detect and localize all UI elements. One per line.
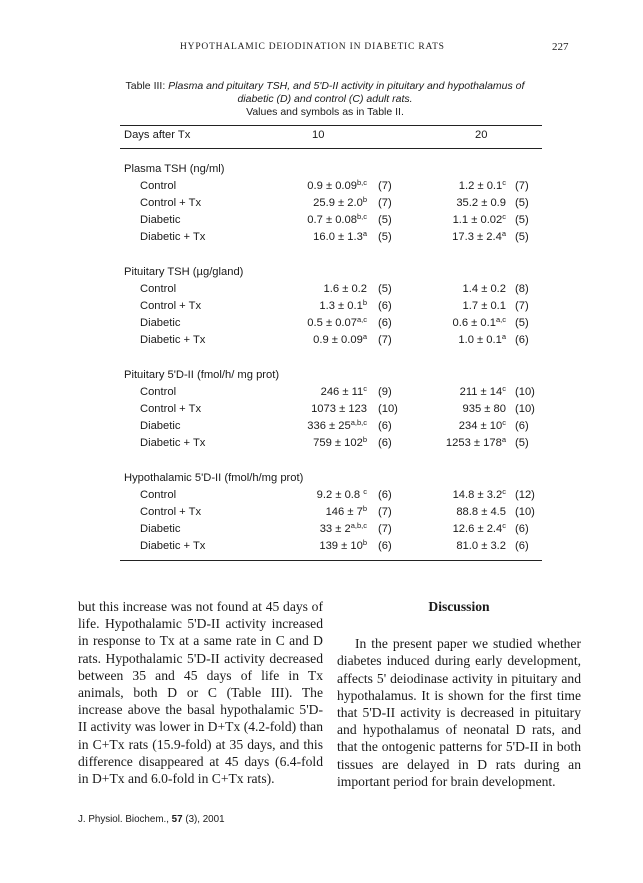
cell-value: 1.4 ± 0.2: [462, 283, 506, 295]
body-column-right: [337, 598, 581, 790]
discussion-paragraph: In the present paper we studied whether diabetes induced during early development, affects 5' deiodinase activity in pituitary and hypothalamus. It is shown for the first time that 5'D-II activity is decreased in pituitary and hypothalamus of neonatal D rats, and that the ontogenic patterns for 5'D-II in both tissues are delayed in D rats during an important period for brain development.: [337, 636, 581, 789]
cell-day20-value: [366, 420, 506, 432]
significance-mark: b,c: [356, 212, 367, 221]
cell-value: 14.8 ± 3.2: [452, 489, 503, 501]
cell-day10-value: [227, 489, 367, 501]
cell-day10-value: [227, 231, 367, 243]
cell-day20-n: (6): [515, 420, 529, 432]
cell-value: 1253 ± 178: [445, 437, 502, 449]
footer-volume: 57: [171, 814, 183, 825]
cell-day20-value: [366, 437, 506, 449]
significance-mark: c: [502, 384, 506, 393]
cell-day20-value: [366, 283, 506, 295]
cell-value: 1.7 ± 0.1: [462, 300, 506, 312]
cell-value: 17.3 ± 2.4: [452, 231, 502, 243]
section-title: Pituitary TSH (µg/gland): [124, 266, 244, 278]
cell-value: 0.7 ± 0.08: [307, 214, 357, 226]
cell-day10-value: [227, 540, 367, 552]
row-label: Diabetic: [140, 420, 181, 432]
cell-value: 1.6 ± 0.2: [323, 283, 367, 295]
row-label: Diabetic + Tx: [140, 334, 206, 346]
cell-day10-n: (7): [378, 180, 392, 192]
cell-day10-n: (6): [378, 300, 392, 312]
significance-mark: a: [362, 332, 367, 341]
section-heading-discussion: Discussion: [428, 599, 490, 614]
footer-issue-year: (3), 2001: [185, 814, 225, 825]
row-label: Control: [140, 180, 177, 192]
cell-value: 139 ± 10: [319, 540, 363, 552]
cell-value: 35.2 ± 0.9: [456, 197, 506, 209]
cell-value: 12.6 ± 2.4: [452, 523, 503, 535]
cell-day10-n: (6): [378, 540, 392, 552]
cell-value: 0.9 ± 0.09: [313, 334, 363, 346]
cell-day20-n: (8): [515, 283, 529, 295]
table-bottom-rule: [120, 560, 542, 561]
cell-value: 935 ± 80: [462, 403, 506, 415]
significance-mark: c: [502, 487, 506, 496]
table-header-rule: [120, 148, 542, 149]
cell-value: 1.2 ± 0.1: [458, 180, 503, 192]
row-label: Diabetic + Tx: [140, 437, 206, 449]
significance-mark: c: [502, 521, 506, 530]
cell-value: 25.9 ± 2.0: [313, 197, 363, 209]
caption-title-part-1: Plasma and pituitary TSH, and 5'D-II activity in pituitary and hypothalamus of: [168, 80, 525, 92]
cell-value: 336 ± 25: [307, 420, 351, 432]
significance-mark: a,b,c: [350, 418, 367, 427]
cell-day10-n: (7): [378, 197, 392, 209]
row-label: Control + Tx: [140, 197, 202, 209]
cell-value: 88.8 ± 4.5: [456, 506, 506, 518]
cell-day20-value: [366, 300, 506, 312]
cell-day10-value: [227, 403, 367, 415]
cell-day20-n: (10): [515, 403, 535, 415]
cell-day10-value: [227, 437, 367, 449]
body-paragraph: but this increase was not found at 45 days of life. Hypothalamic 5'D-II activity increased in response to Tx at a same rate in C and D rats. Hypothalamic 5'D-II activity decreased between 35 and 45 days of life in Tx animals, both D or C (Table III). The increase above the basal hypothalamic 5'D-II activity was lower in D+Tx (4.2-fold) than in C+Tx rats (15.9-fold) at 35 days, and this difference disappeared at 45 days (6.4-fold in D+Tx and 6.0-fold in C+Tx rats).: [78, 599, 323, 787]
cell-value: 0.6 ± 0.1: [452, 317, 496, 329]
significance-mark: b,c: [356, 178, 367, 187]
significance-mark: a: [501, 435, 506, 444]
header-day-20: 20: [475, 129, 488, 141]
cell-day20-n: (5): [515, 214, 529, 226]
cell-day10-value: [227, 523, 367, 535]
cell-day10-n: (10): [378, 403, 398, 415]
cell-value: 234 ± 10: [458, 420, 503, 432]
significance-mark: c: [502, 178, 506, 187]
row-label: Control: [140, 489, 177, 501]
cell-day10-n: (5): [378, 283, 392, 295]
cell-value: 9.2 ± 0.8: [316, 489, 364, 501]
cell-day20-n: (5): [515, 231, 529, 243]
cell-day20-value: [366, 317, 506, 329]
cell-day20-n: (12): [515, 489, 535, 501]
cell-value: 81.0 ± 3.2: [456, 540, 506, 552]
significance-mark: b: [362, 298, 367, 307]
caption-label: Table III:: [125, 80, 166, 92]
body-column-left: [78, 598, 323, 787]
row-label: Diabetic: [140, 317, 181, 329]
row-label: Diabetic + Tx: [140, 540, 206, 552]
cell-day10-value: [227, 334, 367, 346]
row-label: Control: [140, 283, 177, 295]
significance-mark: a: [501, 332, 506, 341]
cell-day20-n: (5): [515, 197, 529, 209]
cell-day10-n: (7): [378, 334, 392, 346]
cell-day10-n: (9): [378, 386, 392, 398]
running-title: HYPOTHALAMIC DEIODINATION IN DIABETIC RATS: [180, 42, 445, 52]
cell-day10-n: (5): [378, 231, 392, 243]
cell-day20-n: (5): [515, 437, 529, 449]
cell-day20-n: (7): [515, 300, 529, 312]
cell-value: 211 ± 14: [459, 386, 503, 398]
row-label: Diabetic: [140, 214, 181, 226]
cell-value: 16.0 ± 1.3: [313, 231, 363, 243]
cell-value: 33 ± 2: [319, 523, 351, 535]
cell-day20-value: [366, 523, 506, 535]
significance-mark: a: [362, 229, 367, 238]
section-title: Pituitary 5'D-II (fmol/h/ mg prot): [124, 369, 280, 381]
significance-mark: a,c: [356, 315, 367, 324]
table-top-rule: [120, 125, 542, 126]
cell-day10-n: (5): [378, 214, 392, 226]
cell-day10-value: [227, 420, 367, 432]
caption-title-part-2: diabetic (D) and control (C) adult rats.: [237, 93, 413, 105]
cell-value: 759 ± 102: [313, 437, 363, 449]
cell-day20-n: (10): [515, 506, 535, 518]
cell-day10-n: (7): [378, 506, 392, 518]
cell-day10-value: [227, 214, 367, 226]
row-label: Control + Tx: [140, 506, 202, 518]
row-label: Control + Tx: [140, 300, 202, 312]
significance-mark: c: [363, 487, 367, 496]
significance-mark: b: [362, 538, 367, 547]
header-days-after-tx: Days after Tx: [124, 129, 191, 141]
significance-mark: a: [501, 229, 506, 238]
cell-day20-value: [366, 540, 506, 552]
cell-day20-n: (7): [515, 180, 529, 192]
significance-mark: b: [362, 504, 367, 513]
row-label: Control + Tx: [140, 403, 202, 415]
cell-day10-n: (6): [378, 317, 392, 329]
journal-footer: [78, 814, 225, 825]
significance-mark: c: [363, 384, 367, 393]
significance-mark: a,c: [495, 315, 506, 324]
cell-day20-n: (6): [515, 334, 529, 346]
cell-value: 146 ± 7: [325, 506, 363, 518]
significance-mark: c: [502, 212, 506, 221]
cell-day10-value: [227, 317, 367, 329]
cell-day20-n: (6): [515, 540, 529, 552]
cell-day10-value: [227, 197, 367, 209]
cell-day20-value: [366, 489, 506, 501]
cell-day10-n: (6): [378, 420, 392, 432]
row-label: Control: [140, 386, 177, 398]
cell-day20-n: (10): [515, 386, 535, 398]
cell-day20-value: [366, 214, 506, 226]
significance-mark: b: [362, 195, 367, 204]
running-head: [0, 42, 643, 58]
cell-day10-n: (6): [378, 489, 392, 501]
cell-day20-value: [366, 180, 506, 192]
cell-day20-value: [366, 334, 506, 346]
cell-day10-value: [227, 386, 367, 398]
cell-day20-value: [366, 197, 506, 209]
cell-day20-value: [366, 506, 506, 518]
cell-value: 1073 ± 123: [311, 403, 367, 415]
page-number: 227: [552, 41, 569, 53]
cell-value: 0.5 ± 0.07: [307, 317, 357, 329]
cell-day20-value: [366, 403, 506, 415]
section-title: Plasma TSH (ng/ml): [124, 163, 225, 175]
cell-day10-n: (6): [378, 437, 392, 449]
cell-day10-value: [227, 506, 367, 518]
significance-mark: c: [502, 418, 506, 427]
cell-day20-n: (5): [515, 317, 529, 329]
caption-line-1: [110, 80, 540, 93]
row-label: Diabetic: [140, 523, 181, 535]
cell-day10-value: [227, 180, 367, 192]
caption-note: Values and symbols as in Table II.: [246, 106, 404, 118]
table-caption: [110, 80, 540, 119]
footer-journal: J. Physiol. Biochem.,: [78, 814, 169, 825]
cell-day10-n: (7): [378, 523, 392, 535]
cell-day10-value: [227, 300, 367, 312]
section-title: Hypothalamic 5'D-II (fmol/h/mg prot): [124, 472, 304, 484]
cell-value: 246 ± 11: [320, 386, 364, 398]
cell-day20-value: [366, 386, 506, 398]
cell-day10-value: [227, 283, 367, 295]
cell-value: 1.0 ± 0.1: [458, 334, 502, 346]
cell-value: 1.1 ± 0.02: [452, 214, 503, 226]
cell-day20-value: [366, 231, 506, 243]
header-day-10: 10: [312, 129, 325, 141]
significance-mark: a,b,c: [350, 521, 367, 530]
row-label: Diabetic + Tx: [140, 231, 206, 243]
cell-value: 1.3 ± 0.1: [319, 300, 363, 312]
cell-value: 0.9 ± 0.09: [307, 180, 357, 192]
significance-mark: b: [362, 435, 367, 444]
cell-day20-n: (6): [515, 523, 529, 535]
